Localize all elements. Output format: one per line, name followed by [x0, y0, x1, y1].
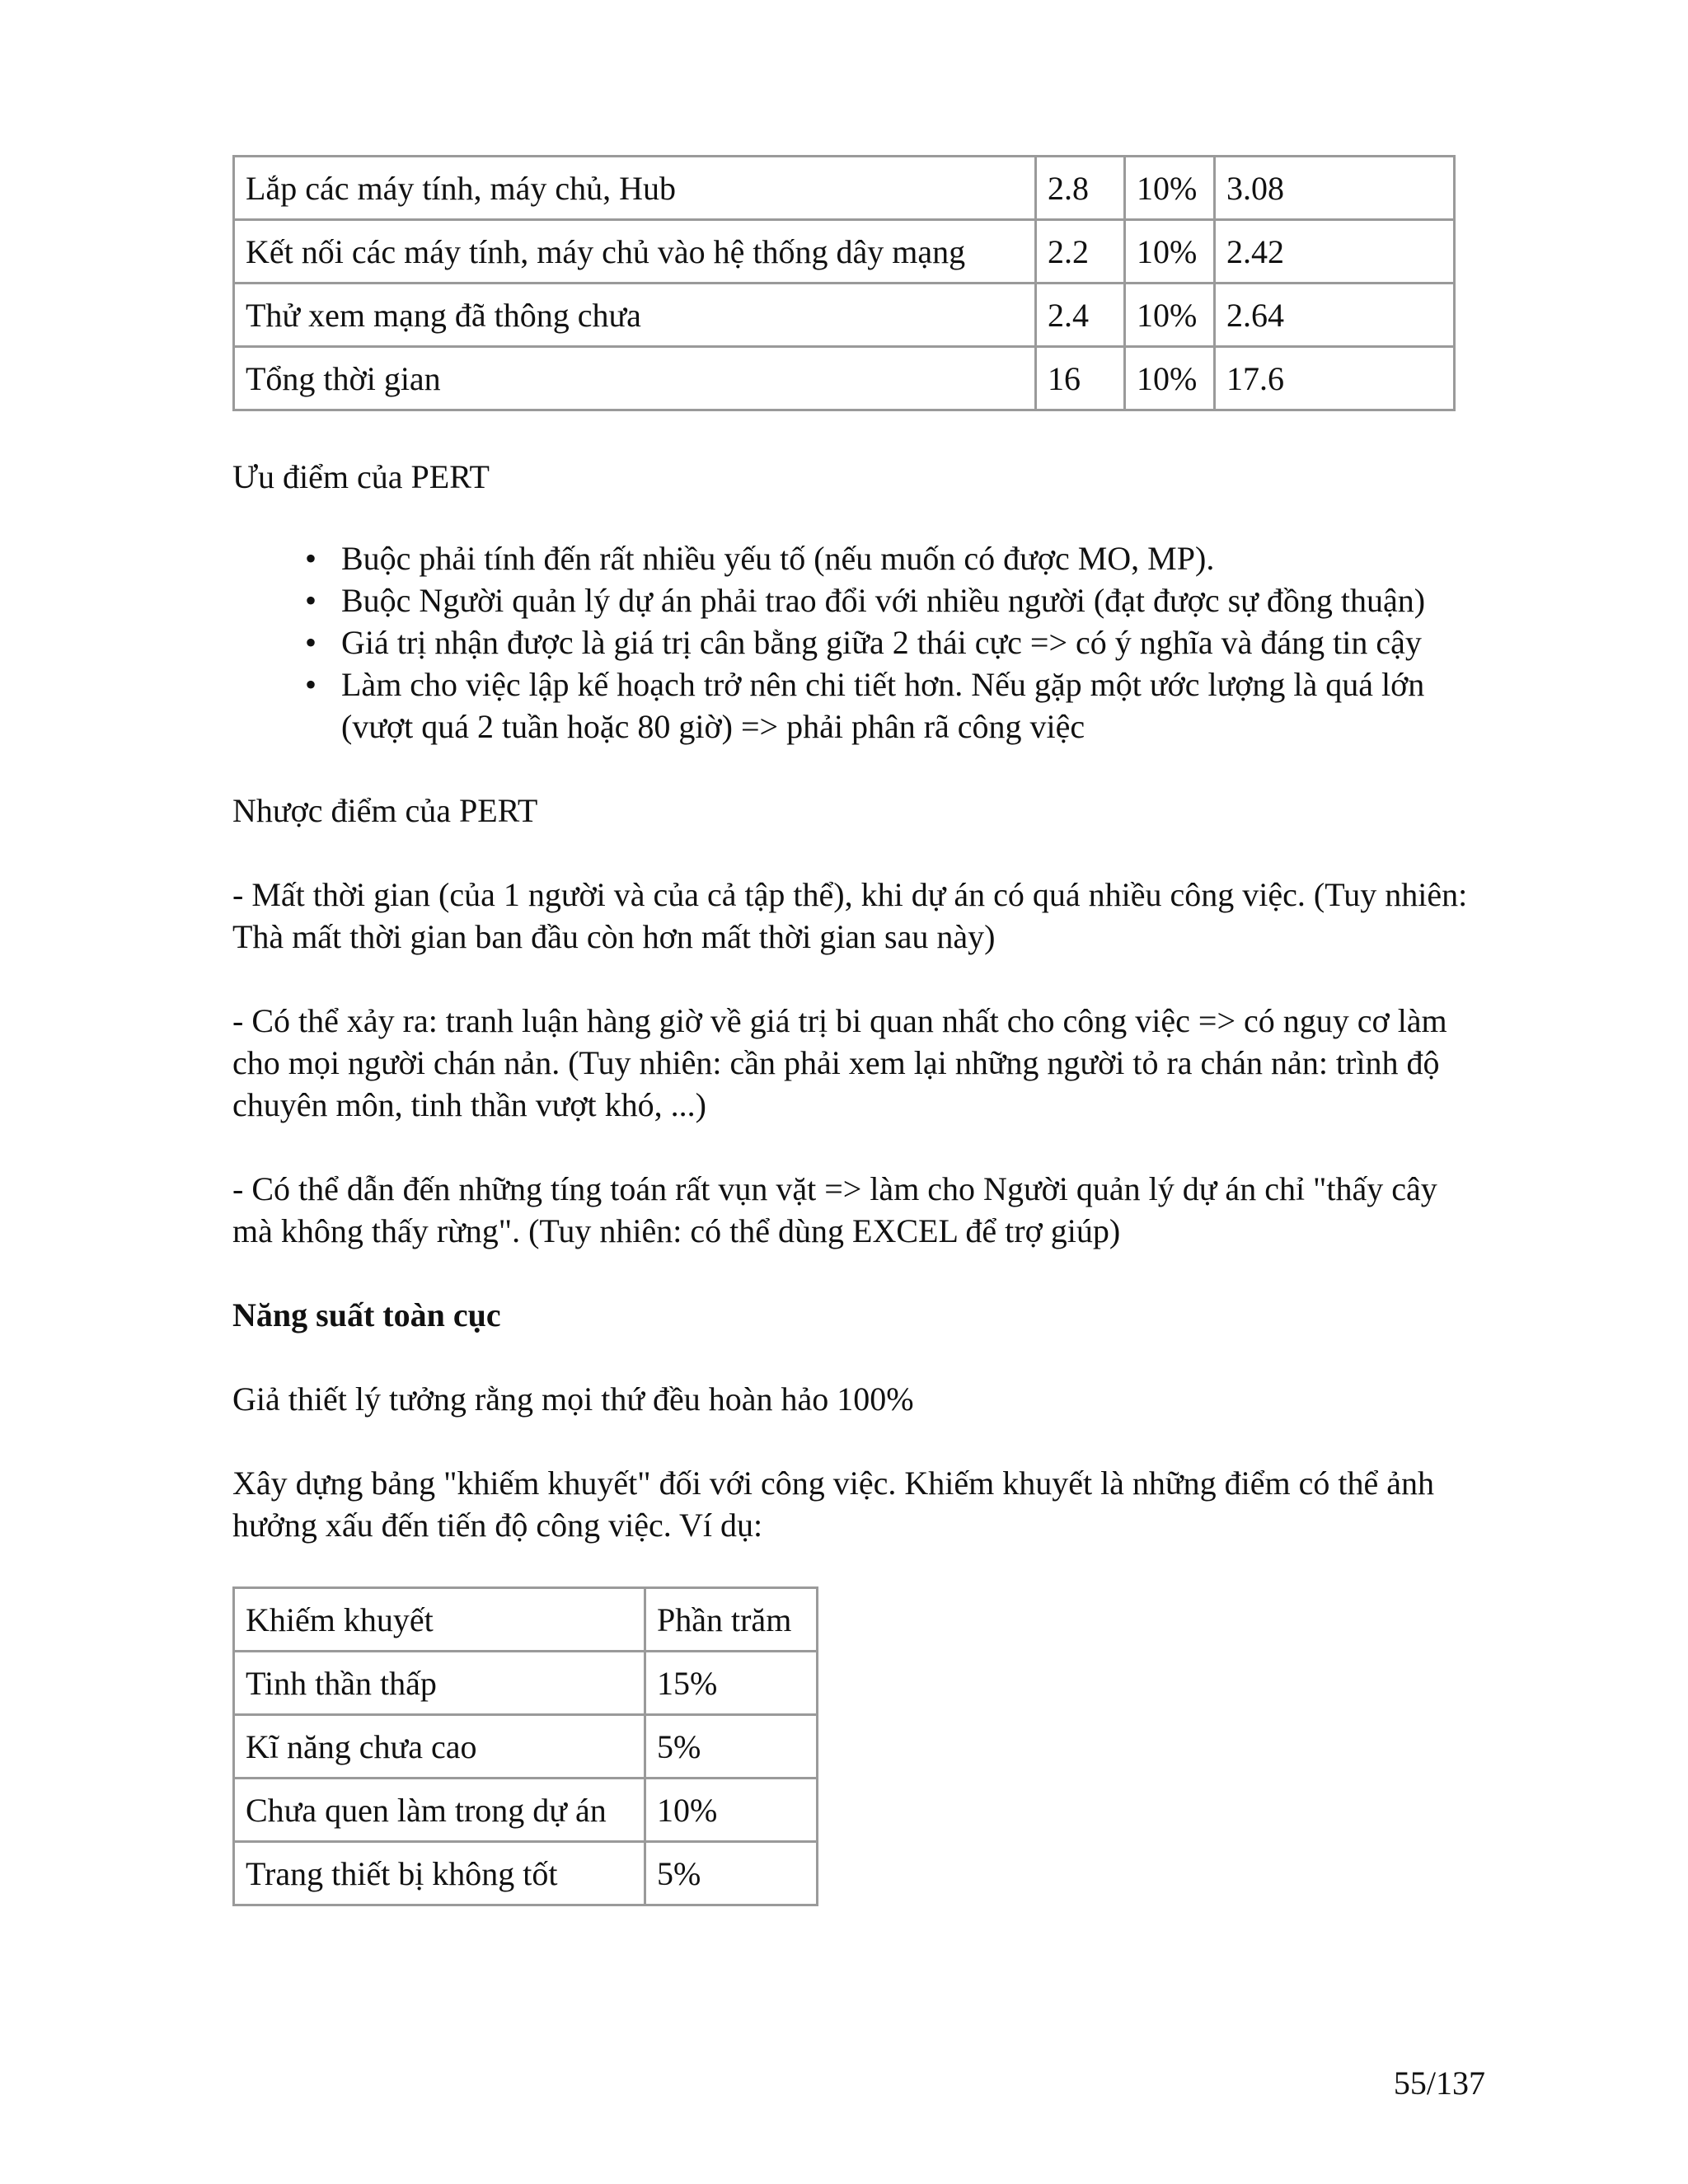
task-cell: Kết nối các máy tính, máy chủ vào hệ thống dây mạng: [234, 220, 1036, 284]
table-row: [234, 1652, 818, 1715]
pert-time-table: [232, 155, 1456, 411]
disadvantage-paragraph: - Có thể dẫn đến những tíng toán rất vụn vặt => làm cho Người quản lý dự án chỉ "thấy cây mà không thấy rừng". (Tuy nhiên: có thể dùng EXCEL để trợ giúp): [232, 1170, 1437, 1249]
percent-cell: 15%: [645, 1652, 818, 1715]
table-header-row: [234, 1588, 818, 1652]
percent-cell: 10%: [1125, 284, 1215, 347]
percent-cell: 5%: [645, 1715, 818, 1779]
table-row: [234, 1842, 818, 1905]
description-paragraph: Xây dựng bảng "khiếm khuyết" đối với công việc. Khiếm khuyết là những điểm có thể ảnh hưởng xấu đến tiến độ công việc. Ví dụ:: [232, 1465, 1434, 1544]
defects-table-wrapper: [232, 1586, 1485, 1906]
header-cell: Khiếm khuyết: [234, 1588, 645, 1652]
table-row: [234, 1715, 818, 1779]
adjusted-cell: 2.42: [1215, 220, 1455, 284]
estimate-cell: 2.8: [1036, 157, 1125, 220]
percent-cell: 10%: [645, 1779, 818, 1842]
task-cell: Tổng thời gian: [234, 347, 1036, 410]
page-number: 55/137: [1393, 2064, 1485, 2102]
intro-paragraph: Giả thiết lý tưởng rằng mọi thứ đều hoàn hảo 100%: [232, 1380, 914, 1418]
table-row: [234, 220, 1455, 284]
advantages-list: [232, 537, 1485, 748]
task-cell: Thử xem mạng đã thông chưa: [234, 284, 1036, 347]
task-cell: Lắp các máy tính, máy chủ, Hub: [234, 157, 1036, 220]
list-item: • Buộc Người quản lý dự án phải trao đổi với nhiều người (đạt được sự đồng thuận): [341, 579, 1485, 621]
defect-cell: Kĩ năng chưa cao: [234, 1715, 645, 1779]
table-row: [234, 347, 1455, 410]
disadvantages-heading: Nhược điểm của PERT: [232, 792, 538, 829]
estimate-cell: 2.4: [1036, 284, 1125, 347]
list-item: • Làm cho việc lập kế hoạch trở nên chi tiết hơn. Nếu gặp một ước lượng là quá lớn (vượt quá 2 tuần hoặc 80 giờ) => phải phân rã công việc: [341, 663, 1485, 748]
document-page: [232, 155, 1485, 1906]
advantages-heading: Ưu điểm của PERT: [232, 458, 490, 495]
section-heading: Năng suất toàn cục: [232, 1296, 501, 1333]
adjusted-cell: 17.6: [1215, 347, 1455, 410]
percent-cell: 10%: [1125, 220, 1215, 284]
adjusted-cell: 2.64: [1215, 284, 1455, 347]
estimate-cell: 16: [1036, 347, 1125, 410]
defect-cell: Chưa quen làm trong dự án: [234, 1779, 645, 1842]
header-cell: Phần trăm: [645, 1588, 818, 1652]
defect-cell: Tinh thần thấp: [234, 1652, 645, 1715]
percent-cell: 10%: [1125, 157, 1215, 220]
percent-cell: 10%: [1125, 347, 1215, 410]
defect-cell: Trang thiết bị không tốt: [234, 1842, 645, 1905]
list-item: • Buộc phải tính đến rất nhiều yếu tố (nếu muốn có được MO, MP).: [341, 537, 1485, 579]
defects-table: [232, 1586, 818, 1906]
disadvantage-paragraph: - Mất thời gian (của 1 người và của cả tập thể), khi dự án có quá nhiều công việc. (Tuy nhiên: Thà mất thời gian ban đầu còn hơn mất thời gian sau này): [232, 876, 1468, 955]
percent-cell: 5%: [645, 1842, 818, 1905]
table-row: [234, 1779, 818, 1842]
table-row: [234, 284, 1455, 347]
adjusted-cell: 3.08: [1215, 157, 1455, 220]
list-item: • Giá trị nhận được là giá trị cân bằng giữa 2 thái cực => có ý nghĩa và đáng tin cậy: [341, 621, 1485, 663]
estimate-cell: 2.2: [1036, 220, 1125, 284]
disadvantage-paragraph: - Có thể xảy ra: tranh luận hàng giờ về giá trị bi quan nhất cho công việc => có nguy cơ làm cho mọi người chán nản. (Tuy nhiên: cần phải xem lại những người tỏ ra chán nản: trình độ chuyên môn, tinh thần vượt khó, ...): [232, 1002, 1447, 1123]
table-row: [234, 157, 1455, 220]
